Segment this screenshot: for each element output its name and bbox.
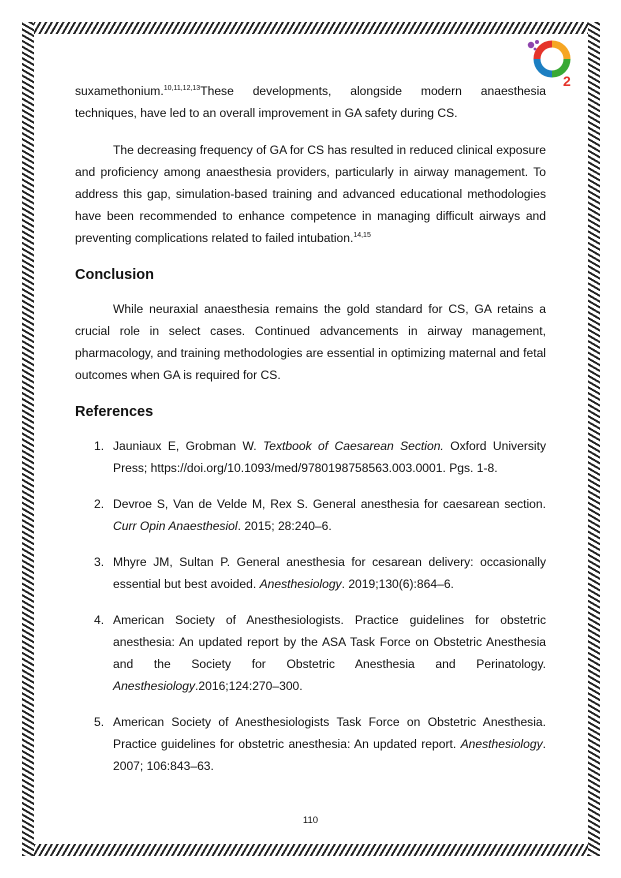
logo-bubble-medium [535, 40, 539, 44]
reference-details: . 2007; 106:843–63. [113, 737, 546, 773]
reference-details: Oxford University Press; https://doi.org/10.1093/med/9780198758563.003.0001. Pgs. 1-8. [113, 439, 546, 475]
reference-item [75, 493, 546, 537]
citation-superscript: 10,11,12,13 [163, 85, 201, 92]
reference-number: 2. [94, 497, 105, 511]
reference-source-title: Anesthesiology [259, 577, 342, 591]
logo-ring-top [537, 44, 552, 59]
reference-source-title: Anesthesiology [113, 679, 196, 693]
logo-ring-left [537, 59, 552, 74]
reference-source-title: Textbook of Caesarean Section. [262, 439, 444, 453]
reference-item [75, 435, 546, 479]
reference-details: . 2019;130(6):864–6. [341, 577, 454, 591]
reference-list [75, 435, 546, 777]
citation-superscript: 14,15 [353, 232, 371, 239]
paragraph-text: The decreasing frequency of GA for CS has resulted in reduced clinical exposure and proficiency among anaesthesia providers, particularly in airway management. To address this gap, simulation-based training and advanced educational methodologies have been recommended to enhance competence in managing difficult airways and preventing complications related to failed intubation. [75, 143, 546, 245]
page-border-top [22, 22, 600, 34]
reference-text: Jauniaux E, Grobman W. [113, 439, 263, 453]
reference-text: Mhyre JM, Sultan P. General anesthesia for cesarean delivery: occasionally essential but best avoided. [113, 555, 546, 591]
reference-source-title: Anesthesiology [460, 737, 543, 751]
reference-text: Devroe S, Van de Velde M, Rex S. General anesthesia for caesarean section. [113, 497, 546, 511]
paragraph-text: suxamethonium. [75, 84, 164, 98]
reference-number: 3. [94, 555, 105, 569]
paragraph-text: These developments, alongside modern anaesthesia techniques, have led to an overall improvement in GA safety during CS. [75, 84, 546, 120]
conclusion-paragraph: While neuraxial anaesthesia remains the gold standard for CS, GA retains a crucial role in select cases. Continued advancements in airway management, pharmacology, and training methodologies are essential in optimizing maternal and fetal outcomes when GA is required for CS. [75, 302, 546, 382]
reference-text: American Society of Anesthesiologists. Practice guidelines for obstetric anesthesia: An updated report by the ASA Task Force on Obstetric Anesthesia and the Society for Obstetric Anesthesia and Perinatology. [113, 613, 546, 671]
reference-source-title: Curr Opin Anaesthesiol [113, 519, 238, 533]
page-number: 110 [302, 815, 319, 826]
page-border-right [588, 22, 600, 856]
reference-item [75, 609, 546, 697]
reference-item [75, 711, 546, 777]
reference-text: American Society of Anesthesiologists Task Force on Obstetric Anesthesia. Practice guidelines for obstetric anesthesia: An updated report. [113, 715, 546, 751]
reference-number: 4. [94, 613, 105, 627]
logo-ring-right [552, 44, 567, 59]
page-border-bottom [22, 844, 600, 856]
body-paragraph-2 [75, 139, 546, 249]
reference-details: .2016;124:270–300. [195, 679, 303, 693]
reference-details: . 2015; 28:240–6. [237, 519, 332, 533]
reference-item [75, 551, 546, 595]
logo-subscript: 2 [563, 73, 571, 88]
reference-number: 5. [94, 715, 105, 729]
logo-bubble-large [528, 42, 534, 48]
page-content [75, 80, 546, 791]
references-heading: References [75, 404, 154, 420]
reference-number: 1. [94, 439, 105, 453]
page-border-left [22, 22, 34, 856]
conclusion-heading: Conclusion [75, 267, 154, 283]
logo-ring-bottom [552, 59, 567, 74]
body-paragraph-1 [75, 80, 546, 124]
